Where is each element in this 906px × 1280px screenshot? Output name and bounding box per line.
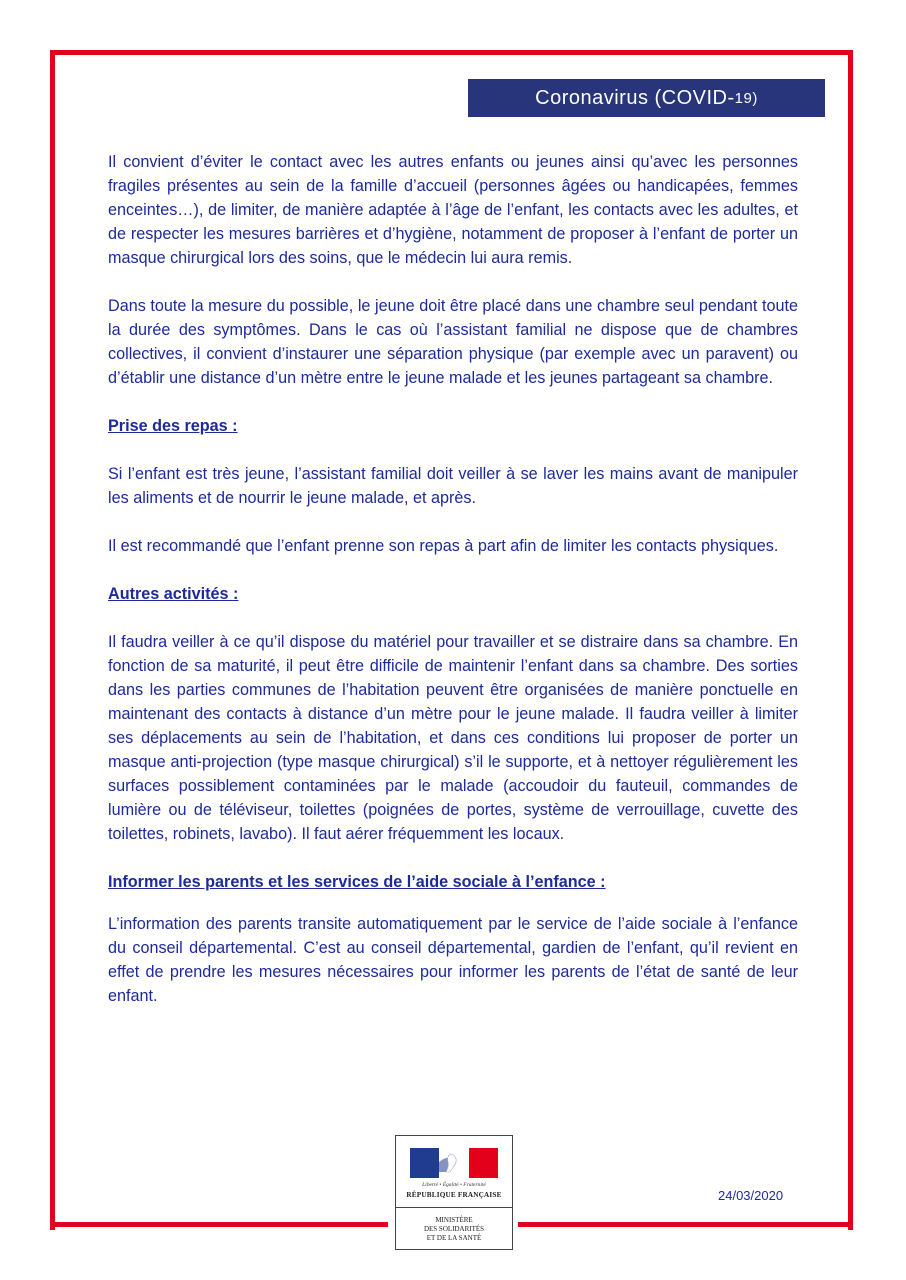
ministry-logo — [395, 1135, 513, 1250]
logo-divider — [396, 1207, 512, 1208]
paragraph-activites: Il faudra veiller à ce qu’il dispose du matériel pour travailler et se distraire dans sa chambre. En fonction de sa maturité, il peut être difficile de maintenir l’enfant dans sa chambre. Des sorties dans les parties communes de l’habitation peuvent être organisées de manière ponctuelle en maintenant des contacts à distance d’un mètre pour le jeune malade. Il faudra veiller à limiter ses déplacements au sein de l’habitation, et dans ces conditions lui proposer de porter un masque anti-projection (type masque chirurgical) s’il le supporte, et à nettoyer régulièrement les surfaces possiblement contaminées par le malade (accoudoir du fauteuil, commandes de lumière ou de téléviseur, toilettes (poignées de portes, système de verrouillage, cuvette des toilettes, robinets, lavabo). Il faut aérer fréquemment les locaux. — [108, 633, 798, 843]
paragraph-repas-1: Si l’enfant est très jeune, l’assistant familial doit veiller à se laver les mains avant de manipuler les aliments et de nourrir le jeune malade, et après. — [108, 465, 798, 507]
header-title-suffix: 19) — [734, 89, 758, 107]
ministry-name — [396, 1216, 512, 1243]
republic-motto: Liberté • Égalité • Fraternité — [422, 1182, 486, 1188]
document-date: 24/03/2020 — [718, 1188, 784, 1203]
republic-name: RÉPUBLIQUE FRANÇAISE — [406, 1191, 502, 1199]
document-body — [108, 150, 798, 1008]
ministry-line-1: MINISTÈRE — [435, 1216, 473, 1224]
header-title: Coronavirus (COVID- — [535, 86, 735, 109]
heading-repas: Prise des repas : — [108, 417, 238, 435]
paragraph-informer: L’information des parents transite automatiquement par le service de l’aide sociale à l’enfance du conseil départemental. C’est au conseil départemental, gardien de l’enfant, qu’il revient en effet de prendre les mesures nécessaires pour informer les parents de l’état de santé de leur enfant. — [108, 915, 798, 1005]
frame-bottom-right-line — [518, 1222, 853, 1227]
heading-activites: Autres activités : — [108, 585, 239, 603]
heading-informer: Informer les parents et les services de l’aide sociale à l’enfance : — [108, 873, 606, 891]
paragraph-chambre: Dans toute la mesure du possible, le jeune doit être placé dans une chambre seul pendant toute la durée des symptômes. Dans le cas où l’assistant familial ne dispose que de chambres collectives, il convient d’instaurer une séparation physique (par exemple avec un paravent) ou d’établir une distance d’un mètre entre le jeune malade et les jeunes partageant sa chambre. — [108, 297, 798, 387]
paragraph-repas-2: Il est recommandé que l’enfant prenne son repas à part afin de limiter les contacts physiques. — [108, 537, 779, 555]
ministry-line-3: ET DE LA SANTÉ — [426, 1234, 482, 1242]
marianne-icon — [428, 1150, 460, 1176]
ministry-line-2: DES SOLIDARITÉS — [423, 1225, 485, 1233]
paragraph-contact: Il convient d’éviter le contact avec les autres enfants ou jeunes ainsi qu’avec les personnes fragiles présentes au sein de la famille d’accueil (personnes âgées ou handicapées, femmes enceintes…), de limiter, de manière adaptée à l’âge de l’enfant, les contacts avec les adultes, et de respecter les mesures barrières et d’hygiène, notamment de proposer à l’enfant de porter un masque chirurgical lors des soins, que le médecin lui aura remis. — [108, 153, 798, 267]
frame-bottom-left-line — [50, 1222, 388, 1227]
header-banner — [468, 79, 825, 117]
